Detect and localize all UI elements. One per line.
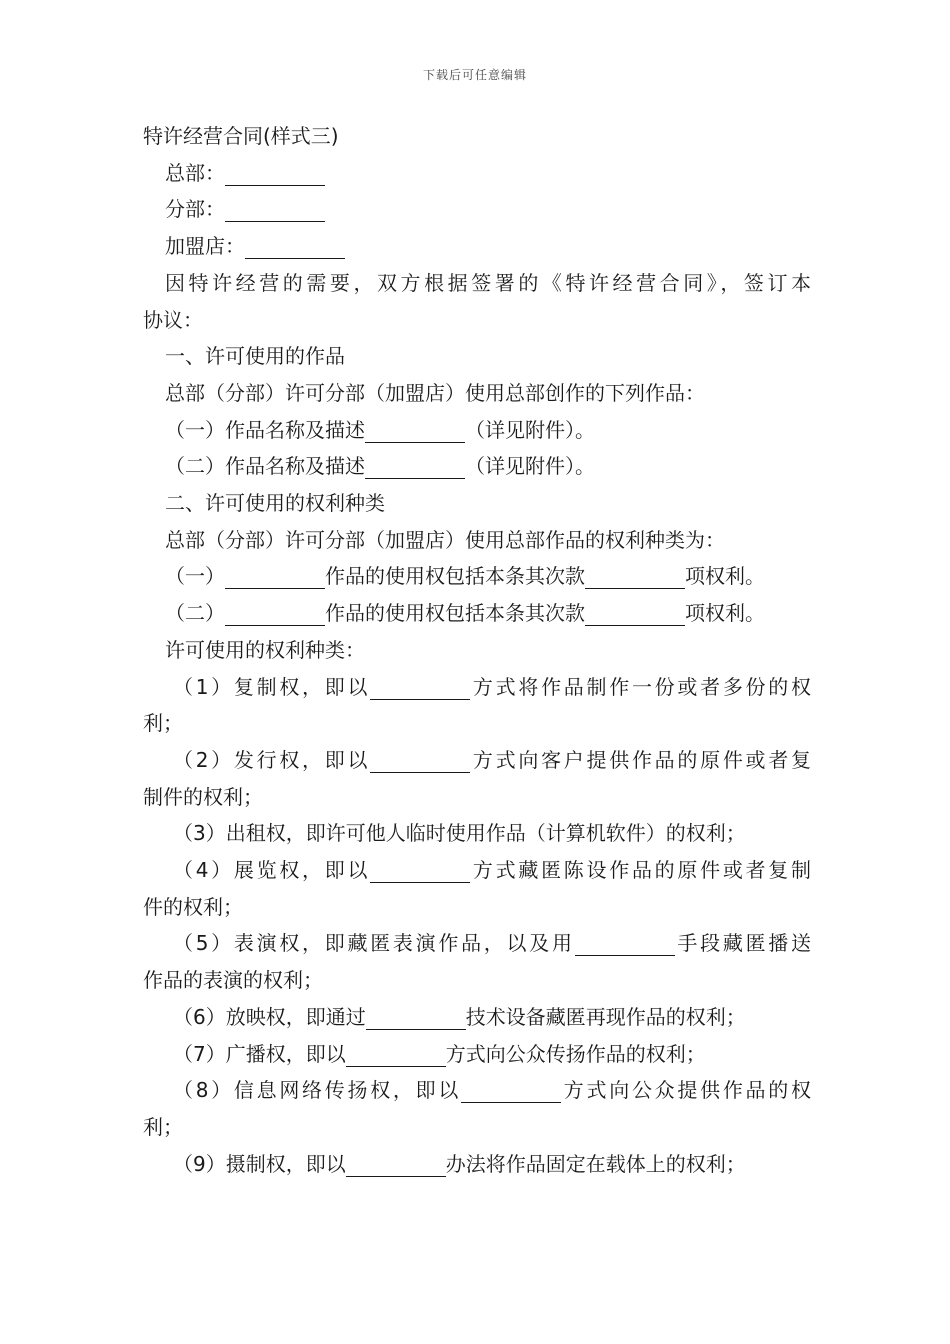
right-1-blank: [370, 677, 470, 700]
branch-blank: [225, 199, 325, 222]
right-2-suffix: 方式向客户提供作品的原件或者复: [470, 747, 811, 772]
right-5-line-1: [143, 925, 811, 962]
document-title: 特许经营合同(样式三): [143, 124, 339, 148]
right-2-text: （2）发行权，即以: [173, 747, 371, 772]
section-1-item-2-text: （二）作品名称及描述: [165, 454, 365, 479]
page-header: 下载后可任意编辑: [422, 68, 527, 82]
right-1-line-2: 利；: [143, 711, 183, 736]
right-3: （3）出租权，即许可他人临时使用作品（计算机软件）的权利；: [173, 821, 746, 846]
intro-paragraph-line-2: 协议：: [143, 307, 203, 332]
section-2-item-1-blank-1: [225, 566, 325, 589]
right-7-suffix: 方式向公众传扬作品的权利；: [445, 1041, 706, 1066]
right-4-blank: [370, 860, 470, 883]
section-2-item-2-prefix: （二）: [165, 601, 225, 626]
right-9-text: （9）摄制权，即以: [173, 1151, 346, 1176]
section-2-item-1-suffix: 项权利。: [685, 564, 765, 589]
right-1-suffix: 方式将作品制作一份或者多份的权: [470, 674, 811, 699]
franchisee-line: [143, 228, 811, 265]
section-2-title: 二、许可使用的权利种类: [165, 491, 385, 516]
right-5-suffix: 手段藏匿播送: [674, 931, 811, 956]
section-1-item-1-text: （一）作品名称及描述: [165, 417, 365, 442]
section-2-item-1-text: 作品的使用权包括本条其次款: [325, 564, 585, 589]
right-2-line-2: 制件的权利；: [143, 784, 263, 809]
section-2-item-1-prefix: （一）: [165, 564, 225, 589]
section-1-desc: 总部（分部）许可分部（加盟店）使用总部创作的下列作品：: [165, 380, 705, 405]
right-4-line-2: 件的权利；: [143, 894, 243, 919]
right-6-blank: [366, 1007, 466, 1030]
right-6-text: （6）放映权，即通过: [173, 1004, 366, 1029]
section-2-item-2-suffix: 项权利。: [685, 601, 765, 626]
hq-blank: [225, 163, 325, 186]
right-7-blank: [346, 1044, 446, 1067]
right-9: [143, 1146, 811, 1183]
right-7-text: （7）广播权，即以: [173, 1041, 346, 1066]
right-8-text: （8）信息网络传扬权，即以: [173, 1078, 462, 1103]
branch-label: 分部：: [165, 197, 225, 222]
section-2-item-1: [143, 558, 811, 595]
section-1-item-2-blank: [365, 456, 465, 479]
hq-label: 总部：: [165, 160, 225, 185]
rights-title: 许可使用的权利种类：: [165, 637, 365, 662]
section-1-item-1-blank: [365, 420, 465, 443]
right-8-line-1: [143, 1072, 811, 1109]
right-8-line-2: 利；: [143, 1114, 183, 1139]
right-1-line-1: [143, 669, 811, 706]
franchisee-blank: [245, 236, 345, 259]
right-8-blank: [461, 1080, 561, 1103]
section-2-desc: 总部（分部）许可分部（加盟店）使用总部作品的权利种类为：: [165, 527, 725, 552]
section-2-item-2-blank-2: [585, 603, 685, 626]
right-2-line-1: [143, 742, 811, 779]
section-2-item-1-blank-2: [585, 566, 685, 589]
right-5-text: （5）表演权，即藏匿表演作品，以及用: [173, 931, 575, 956]
right-9-blank: [346, 1154, 446, 1177]
right-4-text: （4）展览权，即以: [173, 858, 371, 883]
section-1-title: 一、许可使用的作品: [165, 344, 345, 369]
branch-line: [143, 191, 811, 228]
section-2-item-2: [143, 595, 811, 632]
section-2-item-2-text: 作品的使用权包括本条其次款: [325, 601, 585, 626]
section-2-item-2-blank-1: [225, 603, 325, 626]
document-body: [143, 118, 811, 1182]
right-5-line-2: 作品的表演的权利；: [143, 968, 323, 993]
section-1-item-2-suffix: （详见附件）。: [465, 454, 595, 479]
section-1-item-1: [143, 412, 811, 449]
right-8-suffix: 方式向公众提供作品的权: [561, 1078, 811, 1103]
right-6: [143, 999, 811, 1036]
right-4-line-1: [143, 852, 811, 889]
right-7: [143, 1036, 811, 1073]
section-1-item-2: [143, 448, 811, 485]
right-4-suffix: 方式藏匿陈设作品的原件或者复制: [470, 858, 811, 883]
right-2-blank: [370, 750, 470, 773]
franchisee-label: 加盟店：: [165, 234, 245, 259]
right-9-suffix: 办法将作品固定在载体上的权利；: [445, 1151, 746, 1176]
section-1-item-1-suffix: （详见附件）。: [465, 417, 595, 442]
right-1-text: （1）复制权，即以: [173, 674, 371, 699]
right-6-suffix: 技术设备藏匿再现作品的权利；: [465, 1004, 746, 1029]
intro-paragraph-line-1: 因特许经营的需要，双方根据签署的《特许经营合同》，签订本: [165, 270, 811, 295]
right-5-blank: [575, 933, 675, 956]
hq-line: [143, 155, 811, 192]
